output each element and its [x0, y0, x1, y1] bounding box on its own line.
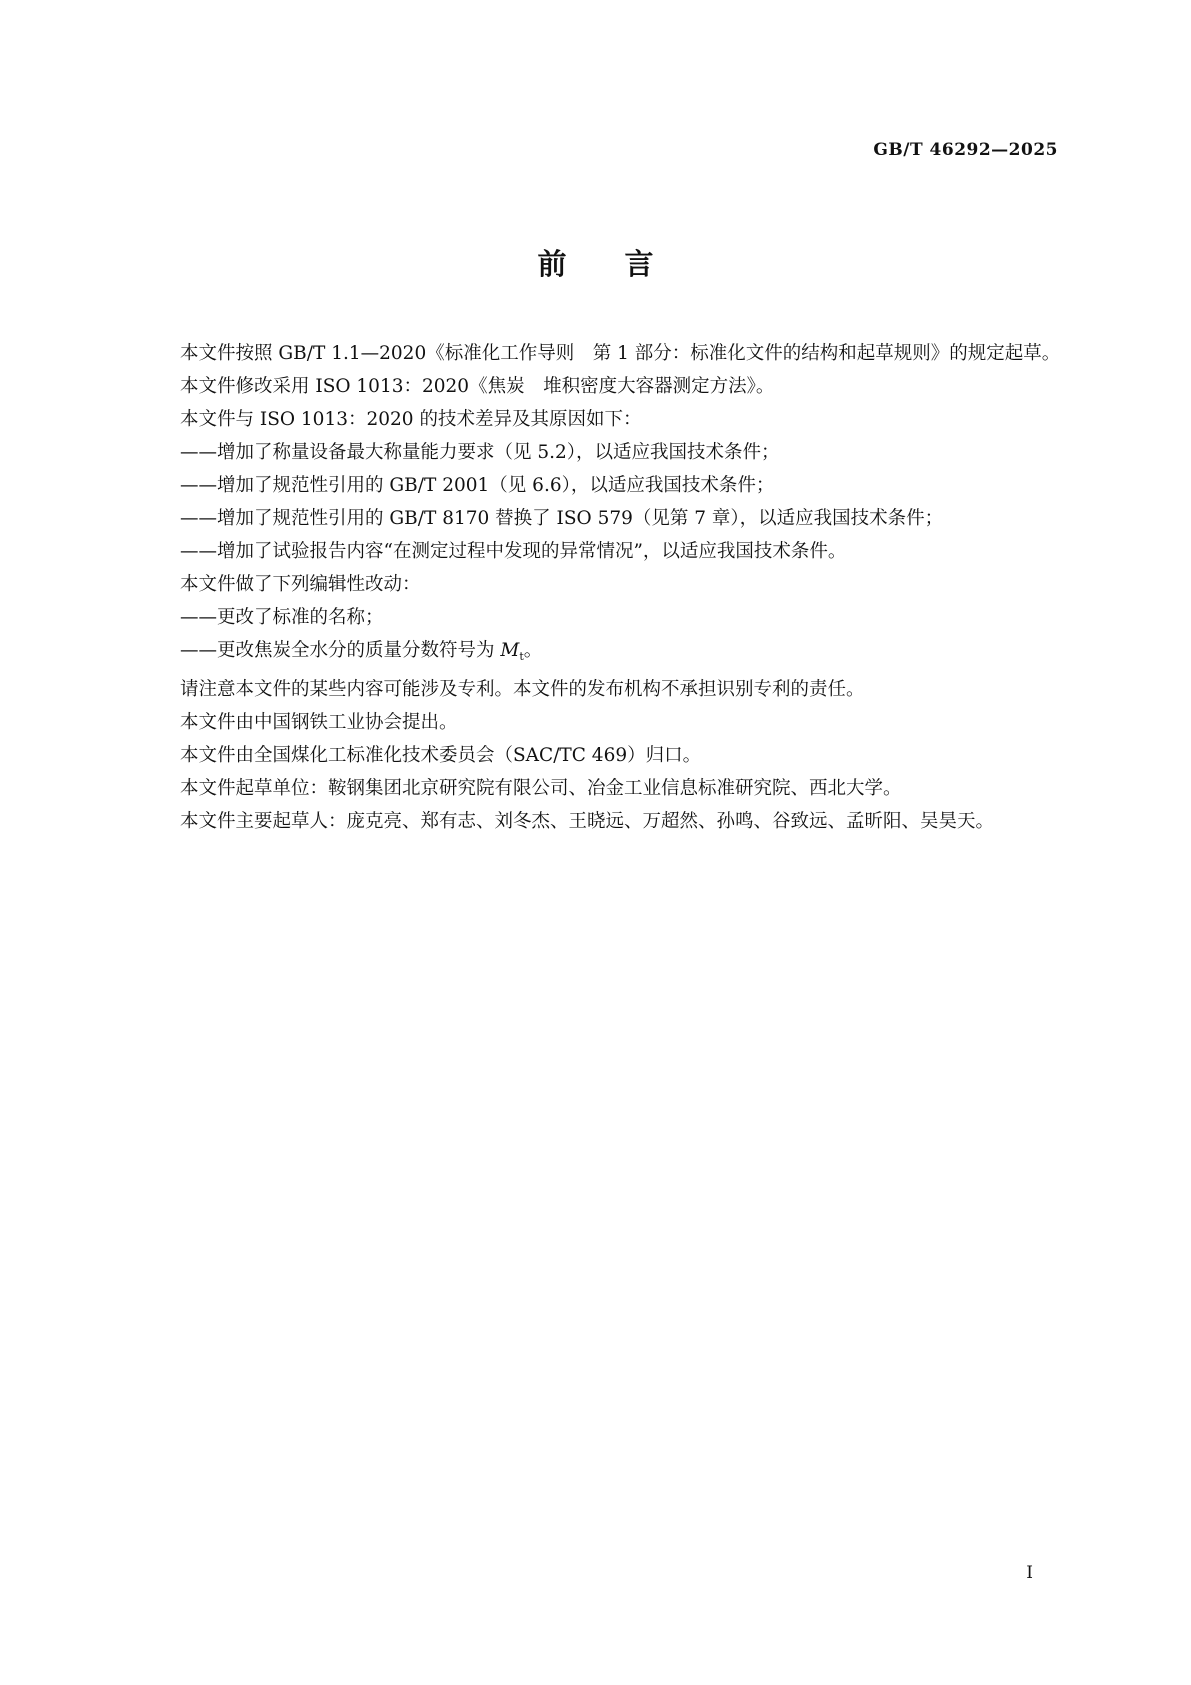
list-item-6-end: 。 — [523, 640, 543, 661]
paragraph-2: 本文件修改采用 ISO 1013：2020《焦炭 堆积密度大容器测定方法》。 — [180, 376, 775, 397]
paragraph-7: 本文件由全国煤化工标准化技术委员会（SAC/TC 469）归口。 — [180, 745, 702, 766]
page-title: 前言 — [537, 247, 712, 281]
paragraph-9: 本文件主要起草人：庞克亮、郑有志、刘冬杰、王晓远、万超然、孙鸣、谷致远、孟昕阳、吴昊天。 — [180, 811, 995, 832]
list-item-3: ——增加了规范性引用的 GB/T 8170 替换了 ISO 579（见第 7 章），以适应我国技术条件； — [180, 508, 944, 529]
list-item-4: ——增加了试验报告内容“在测定过程中发现的异常情况”，以适应我国技术条件。 — [180, 541, 847, 562]
paragraph-5: 请注意本文件的某些内容可能涉及专利。本文件的发布机构不承担识别专利的责任。 — [180, 679, 865, 700]
paragraph-3: 本文件与 ISO 1013：2020 的技术差异及其原因如下： — [180, 409, 642, 430]
list-item-1: ——增加了称量设备最大称量能力要求（见 5.2），以适应我国技术条件； — [180, 442, 780, 463]
symbol-subscript: t — [519, 650, 524, 663]
page-number: I — [1026, 1563, 1033, 1583]
symbol-m: M — [500, 640, 520, 661]
list-item-6-text: ——更改焦炭全水分的质量分数符号为 — [180, 640, 501, 661]
paragraph-6: 本文件由中国钢铁工业协会提出。 — [180, 712, 458, 733]
list-item-5: ——更改了标准的名称； — [180, 607, 384, 628]
paragraph-4: 本文件做了下列编辑性改动： — [180, 574, 421, 595]
list-item-2: ——增加了规范性引用的 GB/T 2001（见 6.6），以适应我国技术条件； — [180, 475, 775, 496]
list-item-6 — [143, 634, 1063, 673]
paragraph-1: 本文件按照 GB/T 1.1—2020《标准化工作导则 第 1 部分：标准化文件的结构和起草规则》的规定起草。 — [180, 343, 1061, 364]
foreword-content — [143, 337, 1063, 838]
standard-code: GB/T 46292—2025 — [873, 140, 1058, 160]
paragraph-8: 本文件起草单位：鞍钢集团北京研究院有限公司、冶金工业信息标准研究院、西北大学。 — [180, 778, 902, 799]
